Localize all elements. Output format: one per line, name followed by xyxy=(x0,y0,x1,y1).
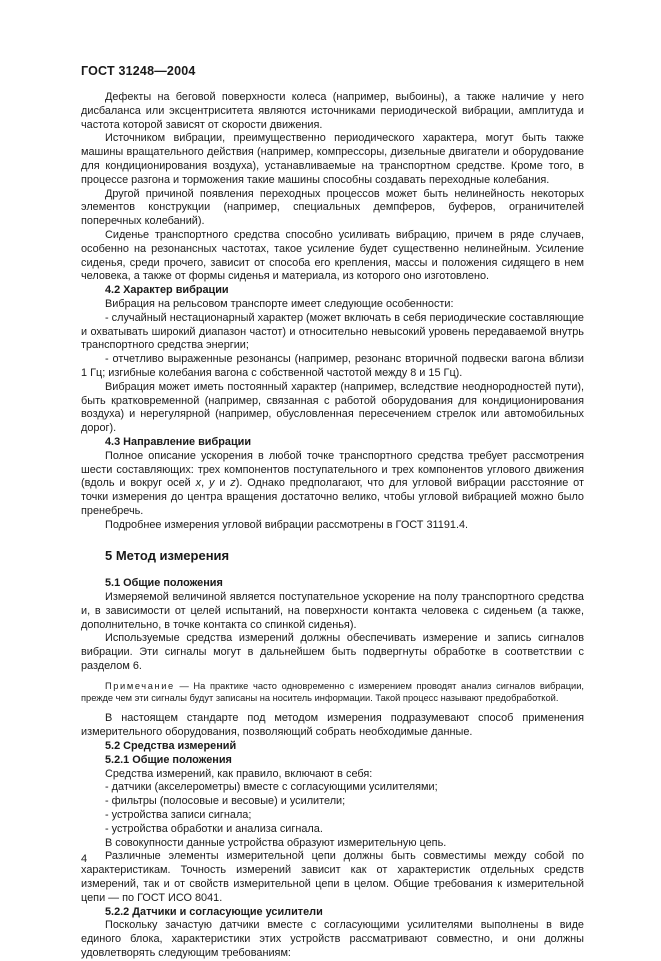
note-label: Примечание xyxy=(105,680,175,691)
axis-symbol-x: x xyxy=(195,477,202,490)
axis-symbol-y: y xyxy=(208,477,215,490)
list-item: - устройства записи сигнала; xyxy=(105,809,252,822)
note-text: — На практике часто одновременно с измерением проводят анализ сигналов вибрации, прежде чем эти сигналы будут записаны на носитель информации. Такой процесс называют предобработкой. xyxy=(81,680,584,704)
paragraph: Различные элементы измерительной цепи должны быть совместимы между собой по характеристикам. Точность измерений зависит как от характеристик отдельных средств измерений, так и от свойств измерительной цепи в целом. Общие требования к измерительной цепи — по ГОСТ ИСО 8041. xyxy=(81,850,584,904)
paragraph: Поскольку зачастую датчики вместе с согласующими усилителями выполнены в виде единого блока, характеристики этих устройств рассматривают совместно, и они должны удовлетворять следующим требованиям: xyxy=(81,919,584,960)
paragraph: Средства измерений, как правило, включают в себя: xyxy=(105,767,373,780)
paragraph: Измеряемой величиной является поступательное ускорение на полу транспортного средства и, в зависимости от целей испытаний, на поверхности контакта человека с сиденьем (а также, дополнительно, в точке контакта со спинкой сиденья). xyxy=(81,591,584,631)
paragraph xyxy=(81,450,584,519)
paragraph: Сиденье транспортного средства способно усиливать вибрацию, причем в ряде случаев, особенно на резонансных частотах, такое усиление будет существенно нелинейным. Усиление сиденья, среди прочего, зависит от способа его крепления, массы и положения сидящего в нем человека, а также от формы сиденья и материала, из которого оно изготовлено. xyxy=(81,228,584,283)
text-run: Полное описание ускорения в любой точке транспортного средства требует рассмотрения шести составляющих: трех компонентов поступательного и трех компонентов углового движения (вдоль и вокруг осей xyxy=(81,449,584,490)
section-heading-5: 5 Метод измерения xyxy=(105,547,230,563)
subsection-heading-4-3: 4.3 Направление вибрации xyxy=(105,435,252,448)
subsection-heading-5-2-1: 5.2.1 Общие положения xyxy=(105,753,232,766)
paragraph: В настоящем стандарте под методом измерения подразумевают способ применения измерительного оборудования, позволяющий собрать необходимые данные. xyxy=(81,712,584,739)
list-item: - фильтры (полосовые и весовые) и усилители; xyxy=(105,795,346,808)
paragraph: Вибрация может иметь постоянный характер (например, вследствие неоднородностей пути), быть кратковременной (например, связанная с работой оборудования для кондиционирования воздуха) и нерегулярной (например, обусловленная пересечением стрелок или автомобильных дорог). xyxy=(81,380,584,435)
list-item: - устройства обработки и анализа сигнала. xyxy=(105,822,323,835)
subsection-heading-5-1: 5.1 Общие положения xyxy=(105,577,223,590)
paragraph: Источником вибрации, преимущественно периодического характера, могут быть также машины вращательного действия (например, компрессоры, дизельные двигатели и оборудование для кондиционирования воздуха), устанавливаемые на транспортном средстве. Кроме того, в процессе разгона и торможения такие машины способны создавать переходные колебания. xyxy=(81,132,584,186)
paragraph: Используемые средства измерений должны обеспечивать измерение и запись сигналов вибрации. Эти сигналы могут в дальнейшем быть подвергнуты обработке в соответствии с разделом 6. xyxy=(81,632,584,673)
text-run: , xyxy=(201,477,209,490)
page-number: 4 xyxy=(81,853,88,865)
subsection-heading-4-2: 4.2 Характер вибрации xyxy=(105,284,229,297)
paragraph: Дефекты на беговой поверхности колеса (например, выбоины), а также наличие у него дисбаланса или эксцентриситета являются источниками периодической вибрации, амплитуда и частота которой зависят от скорости движения. xyxy=(81,91,584,131)
page-header: ГОСТ 31248—2004 xyxy=(81,64,196,78)
paragraph: Другой причиной появления переходных процессов может быть нелинейность некоторых элементов конструкции (например, специальных демпферов, буферов, ограничителей поперечных колебаний). xyxy=(81,187,584,228)
text-run: ). Однако предполагают, что для угловой вибрации расстояние от точки измерения до центра вращения достаточно велико, чтобы угловой вибрацией можно было пренебречь. xyxy=(81,477,584,517)
paragraph: В совокупности данные устройства образуют измерительную цепь. xyxy=(105,836,447,849)
subsection-heading-5-2-2: 5.2.2 Датчики и согласующие усилители xyxy=(105,905,323,918)
axis-symbol-z: z xyxy=(230,477,236,490)
list-item: - отчетливо выраженные резонансы (например, резонанс вторичной подвески вагона вблизи 1 Гц; изгибные колебания вагона с собственной частотой между 8 и 15 Гц). xyxy=(81,353,584,379)
document-body xyxy=(81,91,584,961)
paragraph: Вибрация на рельсовом транспорте имеет следующие особенности: xyxy=(105,297,454,310)
text-run: и xyxy=(214,477,231,490)
subsection-heading-5-2: 5.2 Средства измерений xyxy=(105,740,237,753)
note xyxy=(81,680,584,705)
paragraph: Подробнее измерения угловой вибрации рассмотрены в ГОСТ 31191.4. xyxy=(105,518,469,531)
list-item: - случайный нестационарный характер (может включать в себя периодические составляющие и охватывать широкий диапазон частот) и относительно невысокий уровень передаваемой внутрь транспортного средства энергии; xyxy=(81,311,584,352)
list-item: - датчики (акселерометры) вместе с согласующими усилителями; xyxy=(105,781,438,794)
